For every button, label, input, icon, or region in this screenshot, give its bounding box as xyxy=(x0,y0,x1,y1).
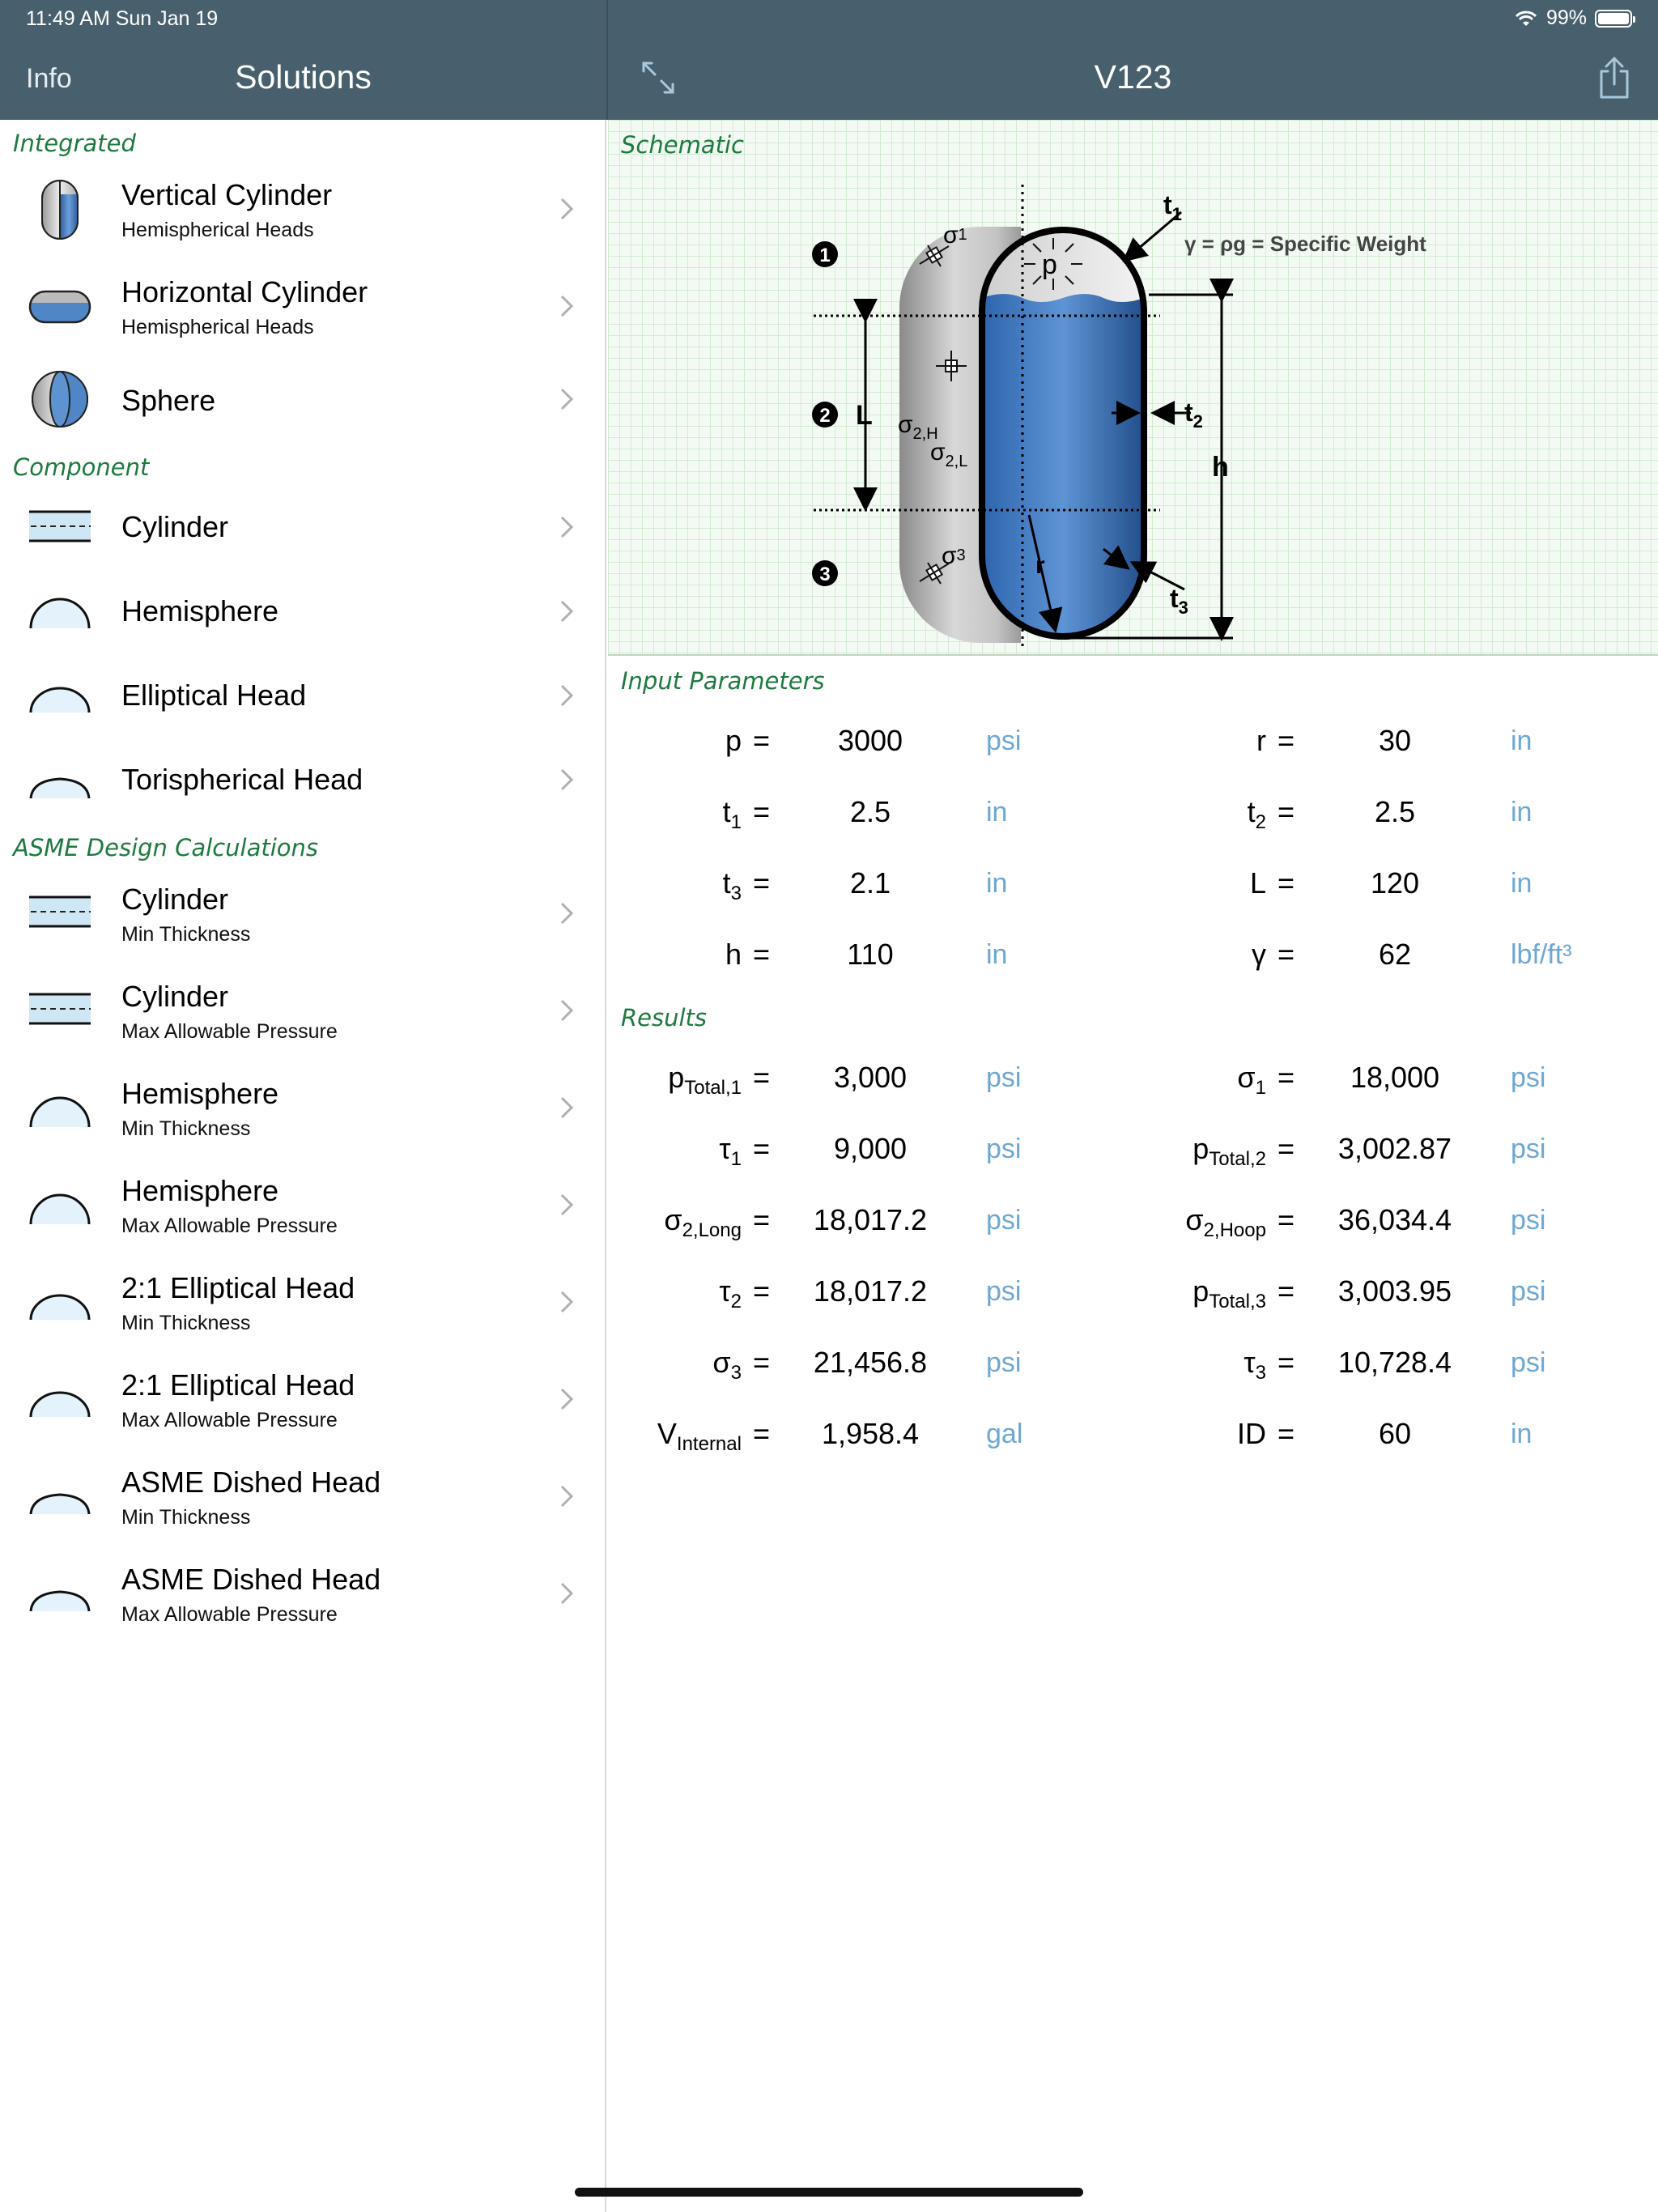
results-label-right: $\sigma_{2,Hoop}$ = xyxy=(1185,1203,1295,1242)
results-value-left: 3,000 xyxy=(833,1061,908,1094)
results-label-left: $\tau_2$ = xyxy=(719,1274,770,1313)
dished-head-icon xyxy=(28,1491,92,1516)
battery-percent: 99% xyxy=(1545,6,1587,29)
elliptical-head-icon xyxy=(28,1388,92,1419)
inputs-label-left: $t_3$ = xyxy=(722,866,770,905)
chevron-right-icon xyxy=(559,1387,574,1411)
inputs-label-right: γ = xyxy=(1251,938,1295,971)
list-item-cylinder[interactable] xyxy=(0,484,605,568)
list-item-vertical-cylinder[interactable] xyxy=(0,160,605,257)
item-title: 2:1 Elliptical Head xyxy=(121,1271,355,1304)
item-title: Hemisphere xyxy=(121,1174,279,1207)
hemisphere-icon xyxy=(28,1091,92,1129)
results-label-left: $\tau_1$ = xyxy=(719,1132,770,1171)
sphere-icon xyxy=(28,369,92,429)
item-subtitle: Min Thickness xyxy=(121,1312,251,1334)
item-subtitle: Max Allowable Pressure xyxy=(121,1603,338,1626)
elliptical-head-icon xyxy=(28,683,92,714)
list-item-sphere[interactable] xyxy=(0,355,605,444)
list-item-elliptical-head[interactable] xyxy=(0,653,605,737)
gamma-note: γ = ρg = Specific Weight xyxy=(1184,232,1426,256)
results-unit-left: psi xyxy=(986,1347,1022,1378)
label-t3: t xyxy=(1170,584,1179,613)
hemisphere-icon xyxy=(28,1189,92,1226)
label-sigma2h: σ xyxy=(898,411,913,438)
results-value-left: 9,000 xyxy=(833,1132,908,1165)
cylinder-section-icon xyxy=(28,892,92,931)
results-value-left: 18,017.2 xyxy=(813,1203,928,1236)
inputs-unit-right[interactable]: in xyxy=(1511,868,1533,899)
svg-text:3: 3 xyxy=(819,564,831,585)
results-value-left: 21,456.8 xyxy=(813,1346,928,1379)
svg-text:σ2,H: $\sigma_{2,H}$ xyxy=(898,411,938,443)
results-value-right: 60 xyxy=(1378,1417,1412,1450)
inputs-unit-left[interactable]: in xyxy=(986,939,1008,970)
item-subtitle: Max Allowable Pressure xyxy=(121,1409,338,1431)
schematic-panel xyxy=(608,120,1658,656)
label-p: p xyxy=(1042,249,1057,280)
list-item-horizontal-cylinder[interactable] xyxy=(0,257,605,355)
label-r: r xyxy=(1035,552,1045,579)
chevron-right-icon xyxy=(559,768,574,792)
list-item-asme-elliptical-min-thickness[interactable] xyxy=(0,1253,605,1351)
results-value-right: 3,003.95 xyxy=(1337,1274,1452,1308)
section-header-asme: ASME Design Calculations xyxy=(13,834,319,861)
status-bar xyxy=(0,0,1658,37)
svg-text:σ1: σ1 xyxy=(943,222,967,249)
section-header-inputs: Input Parameters xyxy=(621,667,825,695)
results-label-left: $\sigma_3$ = xyxy=(712,1346,770,1385)
item-title: Elliptical Head xyxy=(121,678,307,712)
label-t2: t xyxy=(1184,398,1193,427)
svg-text:σ3: σ3 xyxy=(942,542,966,569)
inputs-label-left: h = xyxy=(725,938,770,971)
chevron-right-icon xyxy=(559,599,574,623)
label-sigma2l: σ xyxy=(930,439,946,466)
vertical-cylinder-icon xyxy=(28,178,92,241)
chevron-right-icon xyxy=(559,1581,574,1606)
inputs-label-right: L = xyxy=(1249,866,1295,900)
status-time: 11:49 AM Sun Jan 19 xyxy=(26,7,219,30)
item-title: Cylinder xyxy=(121,980,229,1013)
chevron-right-icon xyxy=(559,683,574,708)
item-title: ASME Dished Head xyxy=(121,1563,381,1596)
list-item-torispherical-head[interactable] xyxy=(0,737,605,821)
inputs-value-right[interactable]: 120 xyxy=(1370,866,1420,900)
results-label-right: $p_{Total,3}$ = xyxy=(1192,1274,1295,1313)
zone-marker-3 xyxy=(812,560,838,586)
chevron-right-icon xyxy=(559,387,574,411)
detail-pane xyxy=(608,120,1658,2212)
chevron-right-icon xyxy=(559,998,574,1023)
inputs-unit-right[interactable]: in xyxy=(1511,725,1533,756)
item-title: Horizontal Cylinder xyxy=(121,275,368,308)
inputs-label-right: $t_2$ = xyxy=(1247,795,1295,834)
item-subtitle: Min Thickness xyxy=(121,1506,251,1529)
battery-icon xyxy=(1595,10,1632,28)
chevron-right-icon xyxy=(559,901,574,925)
results-unit-right: psi xyxy=(1511,1276,1546,1307)
inputs-value-right[interactable]: 62 xyxy=(1378,938,1412,971)
section-header-results: Results xyxy=(621,1004,708,1032)
inputs-value-left[interactable]: 110 xyxy=(847,938,894,971)
item-title: Hemisphere xyxy=(121,1077,279,1110)
results-label-right: $\sigma_1$ = xyxy=(1237,1061,1295,1100)
chevron-right-icon xyxy=(559,197,574,221)
inputs-unit-left[interactable]: psi xyxy=(986,725,1022,756)
svg-text:2: 2 xyxy=(819,405,831,427)
label-t1: t xyxy=(1163,190,1172,219)
zone-marker-2 xyxy=(812,402,838,428)
results-unit-left: psi xyxy=(986,1134,1022,1164)
results-label-left: $V_{Internal}$ = xyxy=(657,1417,770,1456)
results-label-right: $p_{Total,2}$ = xyxy=(1192,1132,1295,1171)
master-nav-bar xyxy=(0,37,606,120)
vessel-schematic xyxy=(608,120,1658,656)
results-label-right: ID = xyxy=(1236,1417,1295,1450)
label-sigma1: σ xyxy=(943,222,959,249)
item-subtitle: Hemispherical Heads xyxy=(121,316,314,338)
results-label-right: $\tau_3$ = xyxy=(1244,1346,1295,1385)
chevron-right-icon xyxy=(559,294,574,318)
home-indicator xyxy=(575,2188,1083,2197)
results-unit-left: psi xyxy=(986,1205,1022,1236)
svg-text:1: 1 xyxy=(819,245,831,266)
list-item-hemisphere[interactable] xyxy=(0,568,605,653)
inputs-value-left[interactable]: 3000 xyxy=(837,724,903,757)
item-title: 2:1 Elliptical Head xyxy=(121,1368,355,1402)
zone-marker-1 xyxy=(812,241,838,267)
results-unit-right: psi xyxy=(1511,1205,1546,1236)
elliptical-head-icon xyxy=(28,1291,92,1321)
chevron-right-icon xyxy=(559,1484,574,1508)
item-title: Cylinder xyxy=(121,510,229,543)
item-subtitle: Hemispherical Heads xyxy=(121,219,314,241)
results-unit-right: psi xyxy=(1511,1062,1546,1093)
results-unit-right: in xyxy=(1511,1419,1533,1449)
inputs-label-left: p = xyxy=(725,724,770,757)
svg-text:t1: $t_1$ xyxy=(1163,190,1182,224)
cylinder-section-icon xyxy=(28,989,92,1028)
results-value-left: 18,017.2 xyxy=(813,1274,928,1308)
item-title: Torispherical Head xyxy=(121,763,363,796)
inputs-label-left: $t_1$ = xyxy=(722,795,770,834)
list-item-asme-hemisphere-max-pressure[interactable] xyxy=(0,1156,605,1253)
inputs-unit-right[interactable]: in xyxy=(1511,797,1533,827)
svg-text:t2: $t_2$ xyxy=(1184,398,1203,432)
svg-text:t3: $t_3$ xyxy=(1170,584,1188,618)
results-value-right: 10,728.4 xyxy=(1337,1346,1452,1379)
label-L: L xyxy=(856,400,873,431)
results-label-left: $p_{Total,1}$ = xyxy=(668,1061,770,1100)
item-subtitle: Min Thickness xyxy=(121,1117,251,1140)
chevron-right-icon xyxy=(559,1193,574,1217)
item-subtitle: Max Allowable Pressure xyxy=(121,1020,338,1043)
inputs-unit-left[interactable]: in xyxy=(986,868,1008,899)
section-header-schematic: Schematic xyxy=(621,131,744,159)
inputs-unit-right[interactable]: lbf/ft³ xyxy=(1511,939,1572,970)
label-h: h xyxy=(1212,452,1229,483)
section-header-integrated: Integrated xyxy=(13,130,136,157)
inputs-value-right[interactable]: 30 xyxy=(1378,724,1412,757)
item-subtitle: Max Allowable Pressure xyxy=(121,1214,338,1237)
share-icon[interactable] xyxy=(1595,55,1634,100)
results-label-left: $\sigma_{2,Long}$ = xyxy=(664,1203,770,1242)
results-unit-left: psi xyxy=(986,1062,1022,1093)
top-bar xyxy=(0,0,1658,120)
solutions-list xyxy=(0,120,606,2212)
results-unit-right: psi xyxy=(1511,1134,1546,1164)
detail-title: V123 xyxy=(1094,58,1172,96)
item-title: Cylinder xyxy=(121,883,229,916)
list-item-asme-cylinder-min-thickness[interactable] xyxy=(0,865,605,962)
info-button[interactable]: Info xyxy=(26,63,72,94)
inputs-value-right[interactable]: 2.5 xyxy=(1374,795,1416,828)
list-item-asme-cylinder-max-pressure[interactable] xyxy=(0,962,605,1059)
dished-head-icon xyxy=(28,1589,92,1613)
list-item-asme-hemisphere-min-thickness[interactable] xyxy=(0,1059,605,1156)
results-value-right: 18,000 xyxy=(1350,1061,1440,1094)
detail-nav-bar xyxy=(608,37,1658,120)
wifi-icon xyxy=(1514,10,1538,28)
label-sigma3: σ xyxy=(942,542,957,569)
master-title: Solutions xyxy=(235,58,372,96)
results-value-right: 3,002.87 xyxy=(1337,1132,1452,1165)
item-subtitle: Min Thickness xyxy=(121,923,251,946)
inputs-unit-left[interactable]: in xyxy=(986,797,1008,827)
inputs-value-left[interactable]: 2.1 xyxy=(849,866,891,900)
chevron-right-icon xyxy=(559,1290,574,1314)
liquid-fill xyxy=(982,294,1144,636)
item-title: Vertical Cylinder xyxy=(121,178,333,211)
status-right xyxy=(1514,6,1632,30)
item-title: Sphere xyxy=(121,384,216,417)
list-item-asme-dished-min-thickness[interactable] xyxy=(0,1448,605,1545)
torispherical-head-icon xyxy=(28,776,92,800)
item-title: ASME Dished Head xyxy=(121,1465,381,1499)
item-title: Hemisphere xyxy=(121,594,279,627)
inputs-value-left[interactable]: 2.5 xyxy=(849,795,891,828)
results-unit-right: psi xyxy=(1511,1347,1546,1378)
horizontal-cylinder-icon xyxy=(28,288,92,325)
list-item-asme-elliptical-max-pressure[interactable] xyxy=(0,1351,605,1448)
list-item-asme-dished-max-pressure[interactable] xyxy=(0,1545,605,1642)
results-value-left: 1,958.4 xyxy=(821,1417,920,1450)
chevron-right-icon xyxy=(559,515,574,539)
section-header-component: Component xyxy=(13,453,150,481)
chevron-right-icon xyxy=(559,1095,574,1120)
svg-text:σ2,L: $\sigma_{2,L}$ xyxy=(930,439,968,470)
hemisphere-icon xyxy=(28,593,92,630)
results-unit-left: gal xyxy=(986,1419,1023,1449)
inputs-label-right: r = xyxy=(1256,724,1295,757)
results-value-right: 36,034.4 xyxy=(1337,1203,1452,1236)
results-unit-left: psi xyxy=(986,1276,1022,1307)
cylinder-section-icon xyxy=(28,507,92,546)
